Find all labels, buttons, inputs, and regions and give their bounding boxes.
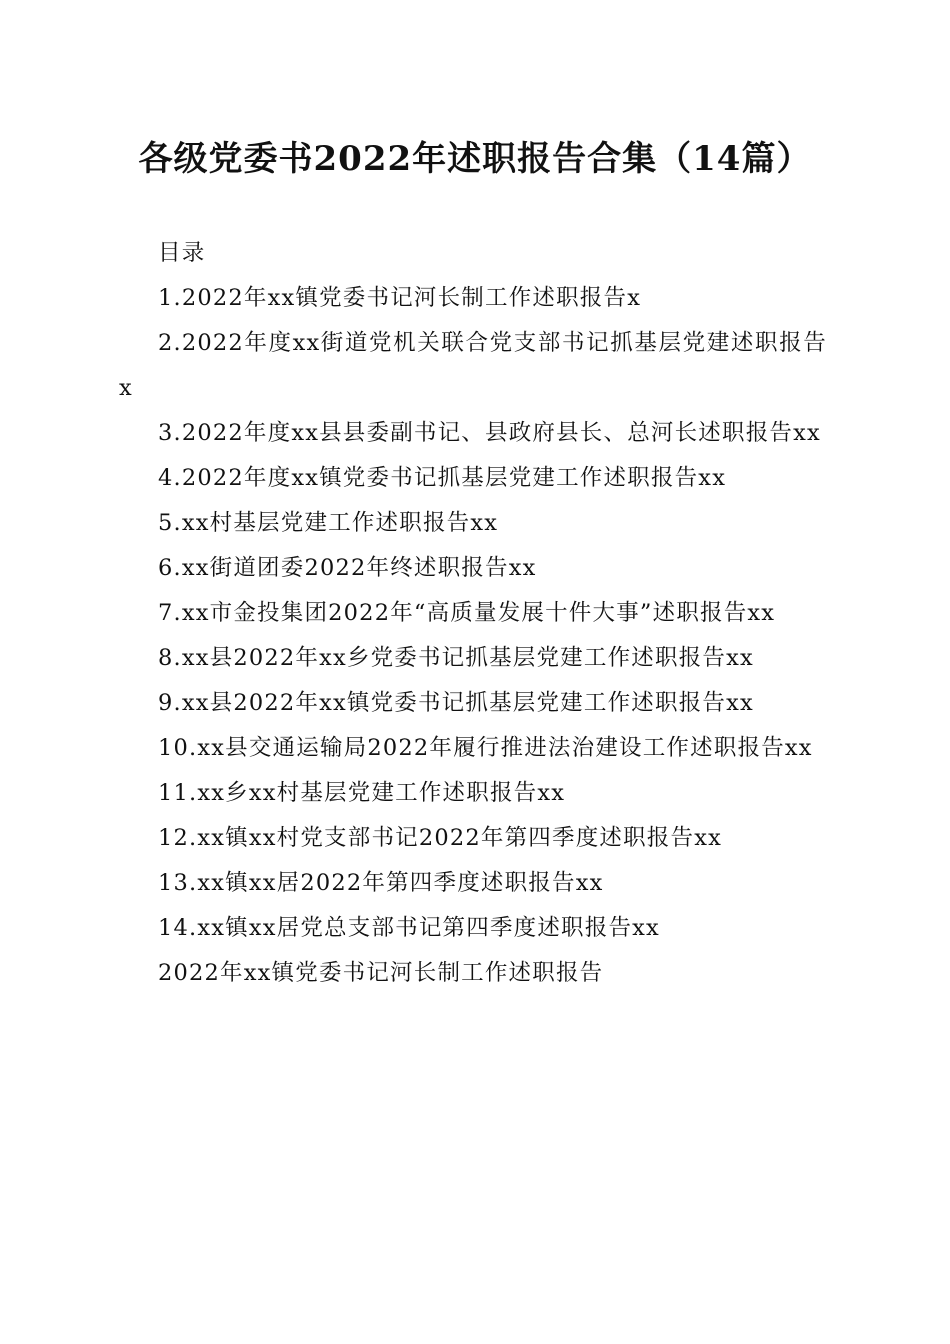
toc-item: 14.xx镇xx居党总支部书记第四季度述职报告xx [158,915,660,941]
toc-item: 4.2022年度xx镇党委书记抓基层党建工作述职报告xx [158,465,727,491]
toc-item: 13.xx镇xx居2022年第四季度述职报告xx [158,870,604,896]
toc-heading: 目录 [158,240,206,266]
toc-item: 12.xx镇xx村党支部书记2022年第四季度述职报告xx [158,825,722,851]
document-title: 各级党委书2022年述职报告合集（14篇） [138,139,812,179]
toc-item: 11.xx乡xx村基层党建工作述职报告xx [158,780,566,806]
toc-item: 6.xx街道团委2022年终述职报告xx [158,555,537,581]
toc-item: 10.xx县交通运输局2022年履行推进法治建设工作述职报告xx [158,735,813,761]
section-heading: 2022年xx镇党委书记河长制工作述职报告 [158,960,604,986]
toc-item: 3.2022年度xx县县委副书记、县政府县长、总河长述职报告xx [158,420,821,446]
toc-item: 1.2022年xx镇党委书记河长制工作述职报告x [158,285,642,311]
toc-item: 5.xx村基层党建工作述职报告xx [158,510,499,536]
toc-item: 7.xx市金投集团2022年“高质量发展十件大事”述职报告xx [158,600,776,626]
toc-item: 2.2022年度xx街道党机关联合党支部书记抓基层党建述职报告x [119,330,827,401]
toc-item: 9.xx县2022年xx镇党委书记抓基层党建工作述职报告xx [158,690,754,716]
table-of-contents [119,231,827,996]
toc-item: 8.xx县2022年xx乡党委书记抓基层党建工作述职报告xx [158,645,754,671]
